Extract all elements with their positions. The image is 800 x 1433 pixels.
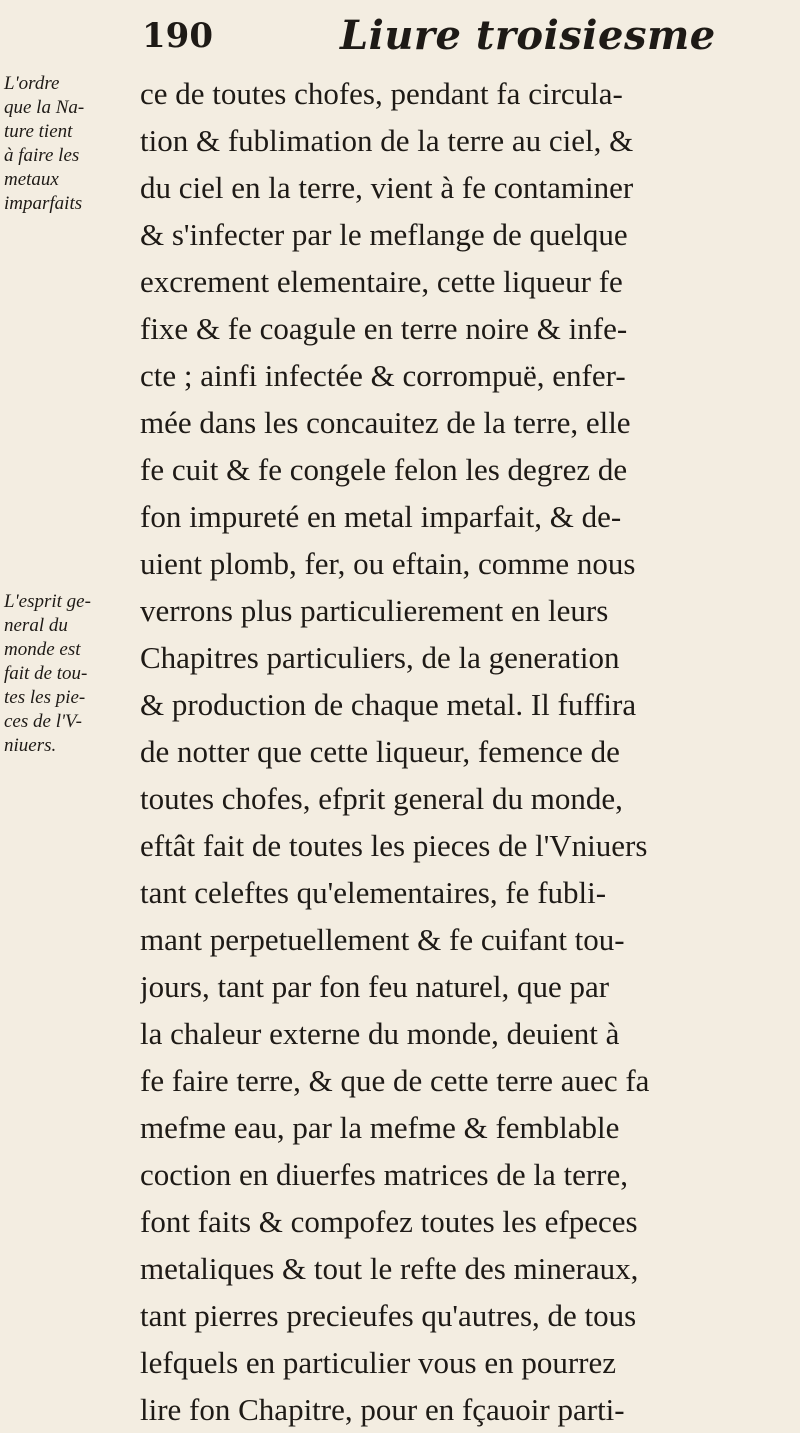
text-line: mant perpetuellement & fe cuifant tou- xyxy=(140,922,625,957)
text-line: de notter que cette liqueur, femence de xyxy=(140,734,620,769)
text-line: cte ; ainfi infectée & corrompuë, enfer- xyxy=(140,358,626,393)
text-line: la chaleur externe du monde, deuient à xyxy=(140,1016,620,1051)
margin-note-line: que la Na- xyxy=(4,97,85,118)
text-line: ce de toutes chofes, pendant fa circula- xyxy=(140,76,623,111)
page-header xyxy=(0,10,800,60)
text-line: tion & fublimation de la terre au ciel, & xyxy=(140,123,634,158)
text-line: metaliques & tout le refte des mineraux, xyxy=(140,1251,639,1286)
text-line: & production de chaque metal. Il fuffira xyxy=(140,687,637,722)
text-line: tant celeftes qu'elementaires, fe fubli- xyxy=(140,875,607,910)
text-line: coction en diuerfes matrices de la terre, xyxy=(140,1157,629,1192)
text-line: du ciel en la terre, vient à fe contaminer xyxy=(140,170,634,205)
margin-note-line: L'ordre xyxy=(4,73,60,94)
body-text xyxy=(140,70,786,1433)
margin-note-line: metaux xyxy=(4,169,59,190)
margin-note-line: niuers. xyxy=(4,735,57,756)
text-line: verrons plus particulierement en leurs xyxy=(140,593,609,628)
text-line: lire fon Chapitre, pour en fçauoir parti- xyxy=(140,1392,625,1427)
text-line: excrement elementaire, cette liqueur fe xyxy=(140,264,623,299)
text-line: font faits & compofez toutes les efpeces xyxy=(140,1204,638,1239)
text-line: uient plomb, fer, ou eftain, comme nous xyxy=(140,546,636,581)
text-line: fe faire terre, & que de cette terre auec fa xyxy=(140,1063,650,1098)
text-line: & s'infecter par le meflange de quelque xyxy=(140,217,628,252)
margin-note xyxy=(4,590,154,758)
text-line: lefquels en particulier vous en pourrez xyxy=(140,1345,617,1380)
margin-note-line: L'esprit ge- xyxy=(4,591,91,612)
margin-note xyxy=(4,72,154,216)
text-line: jours, tant par fon feu naturel, que par xyxy=(140,969,610,1004)
text-line: Chapitres particuliers, de la generation xyxy=(140,640,620,675)
margin-note-line: ces de l'V- xyxy=(4,711,82,732)
page-number: 190 xyxy=(142,16,213,56)
running-title: Liure troisiesme xyxy=(340,12,716,59)
text-line: tant pierres precieufes qu'autres, de tous xyxy=(140,1298,637,1333)
text-line: eftât fait de toutes les pieces de l'Vniuers xyxy=(140,828,648,863)
text-line: fon impureté en metal imparfait, & de- xyxy=(140,499,622,534)
text-line: toutes chofes, efprit general du monde, xyxy=(140,781,623,816)
margin-note-line: fait de tou- xyxy=(4,663,88,684)
margin-note-line: neral du xyxy=(4,615,68,636)
text-line: fe cuit & fe congele felon les degrez de xyxy=(140,452,628,487)
text-line: mefme eau, par la mefme & femblable xyxy=(140,1110,620,1145)
margin-note-line: monde est xyxy=(4,639,81,660)
margin-note-line: à faire les xyxy=(4,145,80,166)
text-line: fixe & fe coagule en terre noire & infe- xyxy=(140,311,628,346)
margin-note-line: imparfaits xyxy=(4,193,83,214)
margin-note-line: ture tient xyxy=(4,121,73,142)
margin-note-line: tes les pie- xyxy=(4,687,86,708)
text-line: mée dans les concauitez de la terre, elle xyxy=(140,405,631,440)
